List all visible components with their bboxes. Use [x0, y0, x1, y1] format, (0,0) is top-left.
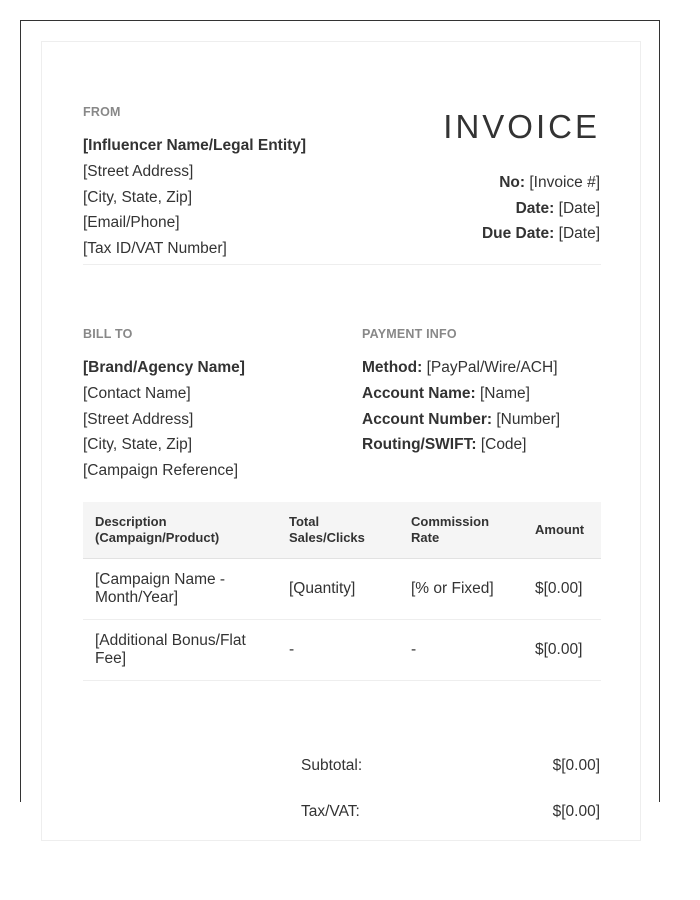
from-name: [Influencer Name/Legal Entity] [83, 137, 307, 154]
payment-account-name [362, 385, 530, 403]
payment-method [362, 359, 558, 377]
invoice-due-label: Due Date: [481, 225, 555, 242]
row-sales: [Quantity] [283, 559, 405, 620]
subtotal-value: $[0.00] [552, 757, 600, 774]
invoice-date-label: Date: [515, 200, 555, 217]
from-city: [City, State, Zip] [83, 189, 193, 206]
from-tax-id: [Tax ID/VAT Number] [83, 240, 227, 257]
row-description [83, 559, 283, 620]
row-description [83, 620, 283, 681]
row-commission: [% or Fixed] [405, 559, 523, 620]
line-items-table [83, 502, 601, 681]
from-street: [Street Address] [83, 163, 194, 180]
row-description-line2: Fee] [95, 650, 127, 667]
invoice-title: INVOICE [443, 108, 600, 145]
payment-routing-label: Routing/SWIFT: [362, 436, 477, 453]
from-contact: [Email/Phone] [83, 214, 180, 231]
header-commission-line1: Commission [411, 514, 490, 529]
table-row [83, 620, 601, 681]
header-amount: Amount [523, 502, 601, 559]
invoice-number-label: No: [499, 174, 526, 191]
row-description-line1: [Additional Bonus/Flat [95, 632, 246, 649]
from-heading: FROM [83, 105, 121, 119]
invoice-date-value: [Date] [558, 200, 600, 217]
row-commission: - [405, 620, 523, 681]
payment-info-heading: PAYMENT INFO [362, 327, 457, 341]
invoice-due-date [482, 225, 600, 243]
payment-method-label: Method: [362, 359, 423, 376]
bill-to-campaign: [Campaign Reference] [83, 462, 239, 479]
bill-to-street: [Street Address] [83, 411, 194, 428]
header-sales [283, 502, 405, 559]
payment-account-name-value: [Name] [480, 385, 530, 402]
invoice-number-value: [Invoice #] [529, 174, 600, 191]
row-description-line2: Month/Year] [95, 589, 179, 606]
invoice-paper [41, 41, 641, 841]
table-header-row [83, 502, 601, 559]
bill-to-name: [Brand/Agency Name] [83, 359, 245, 376]
header-description-line2: (Campaign/Product) [95, 530, 220, 545]
invoice-date [516, 200, 600, 218]
row-description-line1: [Campaign Name - [95, 571, 226, 588]
bill-to-city: [City, State, Zip] [83, 436, 193, 453]
payment-account-number [362, 411, 560, 429]
document-frame [20, 20, 660, 820]
header-sales-line1: Total [289, 514, 320, 529]
tax-value: $[0.00] [552, 803, 600, 820]
tax-label: Tax/VAT: [301, 803, 360, 820]
header-divider [83, 264, 601, 265]
header-sales-line2: Sales/Clicks [289, 530, 365, 545]
bill-to-heading: BILL TO [83, 327, 133, 341]
header-commission-line2: Rate [411, 530, 440, 545]
header-description [83, 502, 283, 559]
row-sales: - [283, 620, 405, 681]
bill-to-contact: [Contact Name] [83, 385, 191, 402]
payment-routing-value: [Code] [480, 436, 527, 453]
payment-account-name-label: Account Name: [362, 385, 476, 402]
payment-account-number-value: [Number] [496, 411, 561, 428]
payment-routing [362, 436, 526, 454]
payment-account-number-label: Account Number: [362, 411, 493, 428]
subtotal-label: Subtotal: [301, 757, 363, 774]
invoice-due-value: [Date] [558, 225, 600, 242]
invoice-number [499, 174, 600, 192]
header-description-line1: Description [95, 514, 167, 529]
row-amount: $[0.00] [523, 620, 601, 681]
table-row [83, 559, 601, 620]
payment-method-value: [PayPal/Wire/ACH] [426, 359, 558, 376]
header-commission [405, 502, 523, 559]
row-amount: $[0.00] [523, 559, 601, 620]
